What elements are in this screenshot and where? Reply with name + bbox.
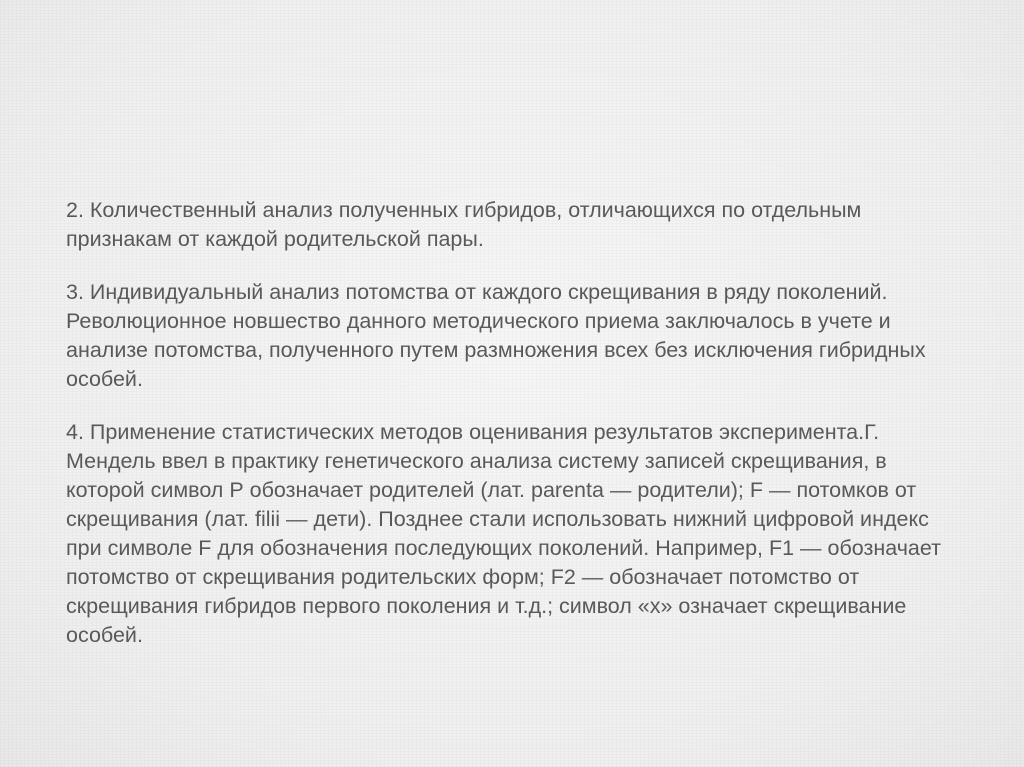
- paragraph-individual-analysis: 3. Индивидуальный анализ потомства от каждого скрещивания в ряду поколений. Революционное новшество данного методического приема заключалось в учете и анализе потомства, полученного путем размножения всех без исключения гибридных особей.: [66, 280, 926, 391]
- paragraph-statistical-methods: 4. Применение статистических методов оценивания результатов эксперимента.Г. Мендель ввел в практику генетического анализа систему записей скрещивания, в которой символ Р обозначает родителей (лат. parenta — родители); F — потомков от скрещивания (лат. filii — дети). Позднее стали использовать нижний цифровой индекс при символе F для обозначения последующих поколений. Например, F1 — обозначает потомство от скрещивания родительских форм; F2 — обозначает потомство от скрещивания гибридов первого поколения и т.д.; символ «х» означает скрещивание особей.: [66, 420, 941, 647]
- paragraph-quantitative-analysis: 2. Количественный анализ полученных гибридов, отличающихся по отдельным признакам от каждой родительской пары.: [66, 198, 862, 251]
- slide-body: [66, 196, 966, 674]
